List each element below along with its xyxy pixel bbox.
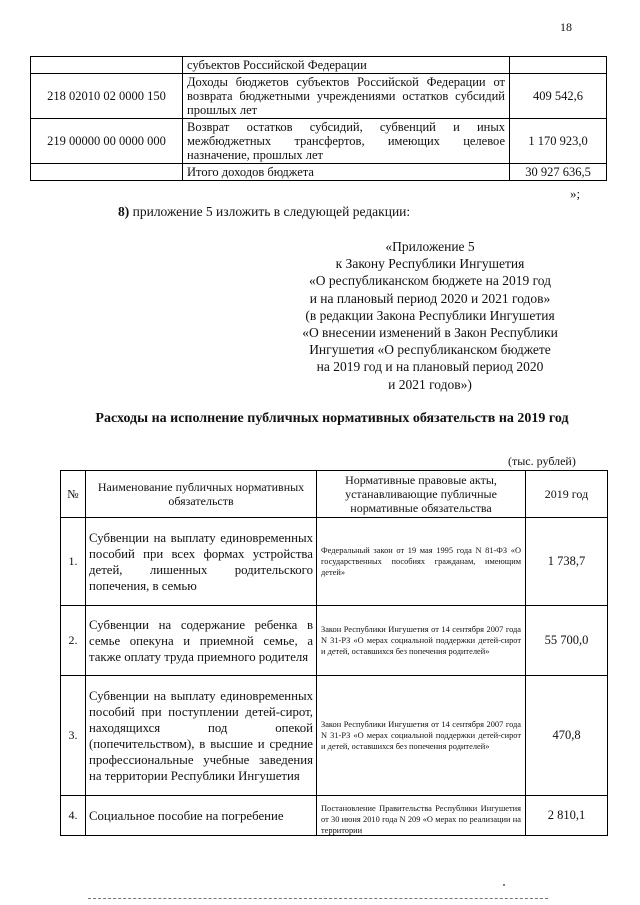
header-name: Наименование публичных нормативных обязательств (86, 471, 317, 518)
unit-label: (тыс. рублей) (508, 454, 576, 468)
table-row (31, 57, 607, 74)
row-number: 4. (61, 796, 86, 836)
table-row (61, 606, 608, 676)
amount-value: 1 738,7 (526, 518, 608, 606)
closing-quote: »; (570, 186, 581, 201)
scan-artifact (503, 884, 505, 886)
revenue-code (31, 57, 183, 74)
revenue-sum (510, 57, 607, 74)
table-row (31, 119, 607, 164)
header-num: № (61, 471, 86, 518)
appendix-line: на 2019 год и на плановый период 2020 (316, 359, 544, 375)
revenue-sum: 1 170 923,0 (510, 119, 607, 164)
revenue-table (30, 56, 607, 181)
legal-act: Закон Республики Ингушетия от 14 сентября 2007 года N 31-РЗ «О мерах социальной поддержки детей-сирот и детей, оставшихся без попечения родителей» (317, 676, 526, 796)
appendix-heading (270, 238, 590, 393)
legal-act: Закон Республики Ингушетия от 14 сентября 2007 года N 31-РЗ «О мерах социальной поддержки детей-сирот и детей, оставшихся без попечения родителей» (317, 606, 526, 676)
item-number: 8) (118, 204, 130, 219)
amendment-instruction (118, 204, 410, 220)
amount-value: 55 700,0 (526, 606, 608, 676)
revenue-name: Доходы бюджетов субъектов Российской Федерации от возврата бюджетными учреждениями остатков субсидий прошлых лет (183, 74, 510, 119)
legal-act (317, 796, 526, 836)
legal-act-text: Постановление Правительства Республики Ингушетия от 30 июня 2010 года N 209 «О мерах по реализации на территории (321, 803, 521, 835)
appendix-line: «О республиканском бюджете на 2019 год (308, 273, 552, 289)
revenue-code (31, 164, 183, 181)
revenue-name: Возврат остатков субсидий, субвенций и иных межбюджетных трансфертов, имеющих целевое назначение, прошлых лет (183, 119, 510, 164)
appendix-line: Ингушетия «О республиканском бюджете (309, 342, 551, 358)
row-number: 2. (61, 606, 86, 676)
revenue-name: субъектов Российской Федерации (183, 57, 510, 74)
scan-artifact-line (88, 898, 548, 899)
appendix-line: «Приложение 5 (385, 239, 475, 254)
header-year: 2019 год (526, 471, 608, 518)
appendix-line: и на плановый период 2020 и 2021 годов» (309, 290, 551, 306)
page-number: 18 (560, 20, 572, 34)
obligation-name: Субвенции на выплату единовременных пособий при всех формах устройства детей, лишенных родительского попечения, в семью (86, 518, 317, 606)
amount-value: 2 810,1 (526, 796, 608, 836)
revenue-code: 219 00000 00 0000 000 (31, 119, 183, 164)
table-row (31, 74, 607, 119)
header-acts: Нормативные правовые акты, устанавливающие публичные нормативные обязательства (317, 471, 526, 518)
expenditures-table (60, 470, 608, 836)
obligation-name: Субвенции на выплату единовременных пособий при поступлении детей-сирот, находящихся под опекой (попечительством), в высшие и средние профессиональные учебные заведения на территории Республики Ингушетия (86, 676, 317, 796)
row-number: 3. (61, 676, 86, 796)
table-row (61, 676, 608, 796)
appendix-line: к Закону Республики Ингушетия (335, 256, 525, 272)
revenue-name: Итого доходов бюджета (183, 164, 510, 181)
document-title: Расходы на исполнение публичных нормативных обязательств на 2019 год (95, 411, 569, 426)
table-row (61, 518, 608, 606)
revenue-sum: 30 927 636,5 (510, 164, 607, 181)
obligation-name: Социальное пособие на погребение (86, 796, 317, 836)
appendix-line: (в редакции Закона Республики Ингушетия (305, 307, 555, 323)
table-row (61, 796, 608, 836)
table-row (31, 164, 607, 181)
appendix-line: «О внесении изменений в Закон Республики (302, 325, 558, 341)
amount-value: 470,8 (526, 676, 608, 796)
appendix-line: и 2021 годов») (388, 376, 472, 392)
legal-act: Федеральный закон от 19 мая 1995 года N 81-ФЗ «О государственных пособиях гражданам, имеющим детей» (317, 518, 526, 606)
obligation-name: Субвенции на содержание ребенка в семье опекуна и приемной семье, а также оплату труда приемного родителя (86, 606, 317, 676)
table-header-row (61, 471, 608, 518)
row-number: 1. (61, 518, 86, 606)
instruction-text: приложение 5 изложить в следующей редакции: (129, 204, 411, 219)
revenue-code: 218 02010 02 0000 150 (31, 74, 183, 119)
revenue-sum: 409 542,6 (510, 74, 607, 119)
